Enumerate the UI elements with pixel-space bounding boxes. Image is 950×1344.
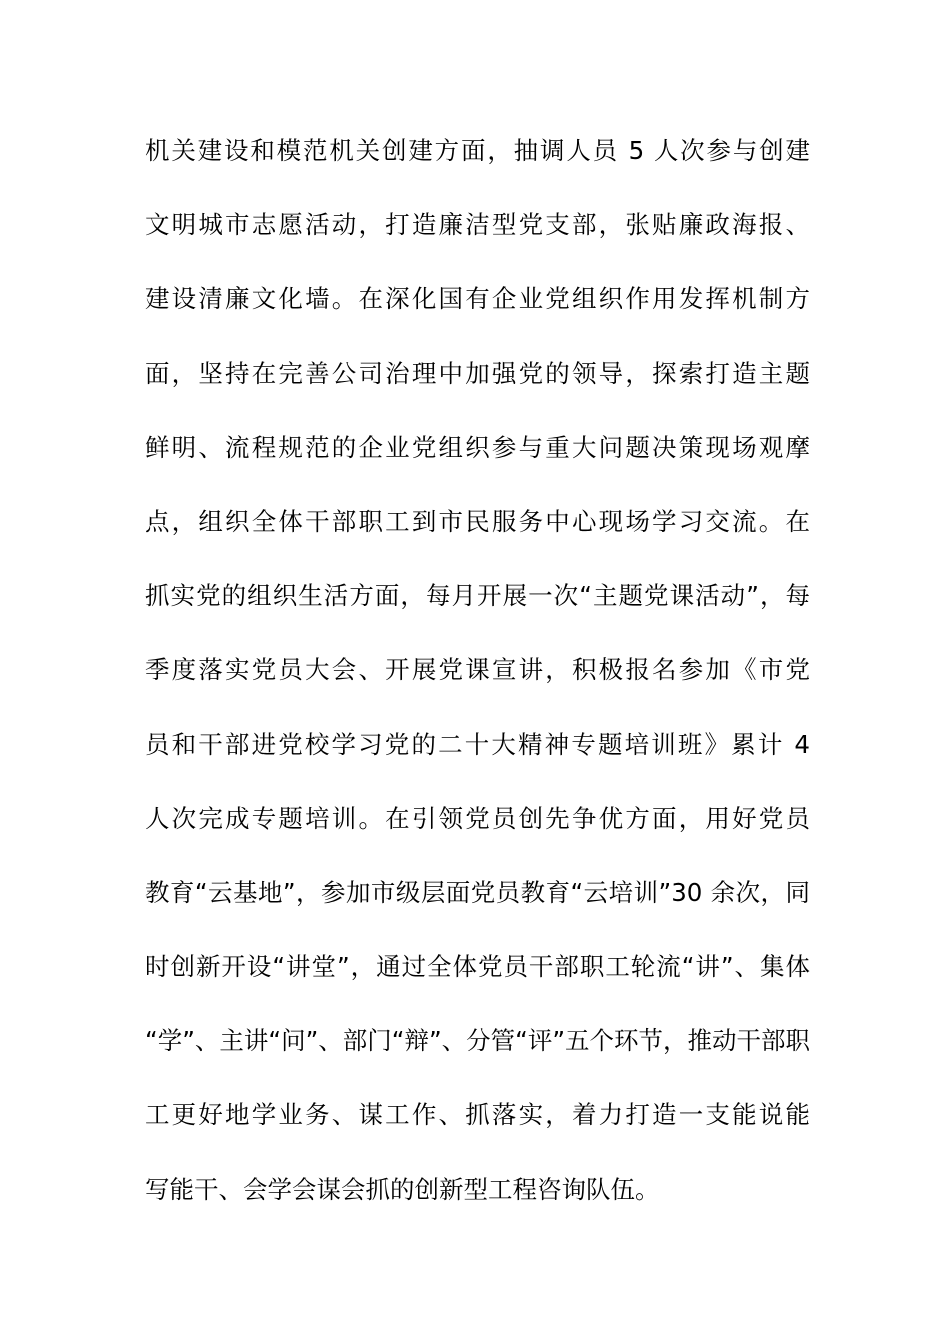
body-paragraph xyxy=(145,126,810,1239)
text-line-10: 人次完成专题培训。在引领党员创先争优方面，用好党员 xyxy=(145,803,810,833)
text-line-9: 员和干部进党校学习党的二十大精神专题培训班》累计 4 xyxy=(145,729,810,759)
text-line-1: 机关建设和模范机关创建方面，抽调人员 5 人次参与创建 xyxy=(145,136,810,165)
text-line-11: 教育“云基地”，参加市级层面党员教育“云培训”30 余次，同 xyxy=(145,877,810,907)
text-line-2: 文明城市志愿活动，打造廉洁型党支部，张贴廉政海报、 xyxy=(145,210,810,240)
text-line-4: 面，坚持在完善公司治理中加强党的领导，探索打造主题 xyxy=(145,358,810,388)
text-line-13: “学”、主讲“问”、部门“辩”、分管“评”五个环节，推动干部职 xyxy=(145,1026,811,1056)
text-line-7: 抓实党的组织生活方面，每月开展一次“主题党课活动”，每 xyxy=(145,581,810,611)
text-line-14: 工更好地学业务、谋工作、抓落实，着力打造一支能说能 xyxy=(145,1100,810,1130)
text-line-8: 季度落实党员大会、开展党课宣讲，积极报名参加《市党 xyxy=(145,655,810,685)
text-line-12: 时创新开设“讲堂”，通过全体党员干部职工轮流“讲”、集体 xyxy=(145,952,810,982)
text-line-15: 写能干、会学会谋会抓的创新型工程咨询队伍。 xyxy=(145,1174,660,1204)
text-line-6: 点，组织全体干部职工到市民服务中心现场学习交流。在 xyxy=(145,506,810,536)
text-line-5: 鲜明、流程规范的企业党组织参与重大问题决策现场观摩 xyxy=(145,432,810,462)
text-line-3: 建设清廉文化墙。在深化国有企业党组织作用发挥机制方 xyxy=(145,284,810,314)
